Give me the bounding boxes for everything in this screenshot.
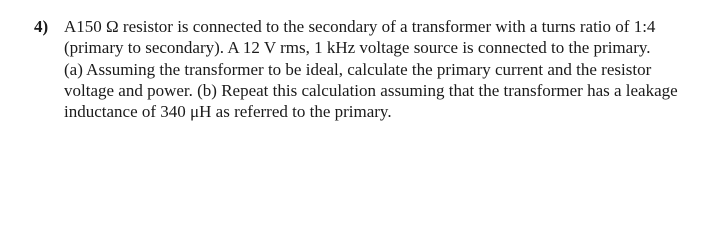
problem-line: A150 Ω resistor is connected to the secondary of a transformer with a turns ratio of 1:4 bbox=[64, 17, 656, 36]
problem-number: 4) bbox=[34, 17, 49, 36]
problem-line: inductance of 340 μH as referred to the primary. bbox=[64, 102, 392, 122]
problem-text bbox=[64, 16, 694, 122]
problem-line: (a) Assuming the transformer to be ideal, calculate the primary current and the resistor bbox=[64, 59, 652, 79]
problem-line: (primary to secondary). A 12 V rms, 1 kHz voltage source is connected to the primary. bbox=[64, 38, 651, 58]
problem-line: voltage and power. (b) Repeat this calculation assuming that the transformer has a leakage bbox=[64, 80, 678, 100]
